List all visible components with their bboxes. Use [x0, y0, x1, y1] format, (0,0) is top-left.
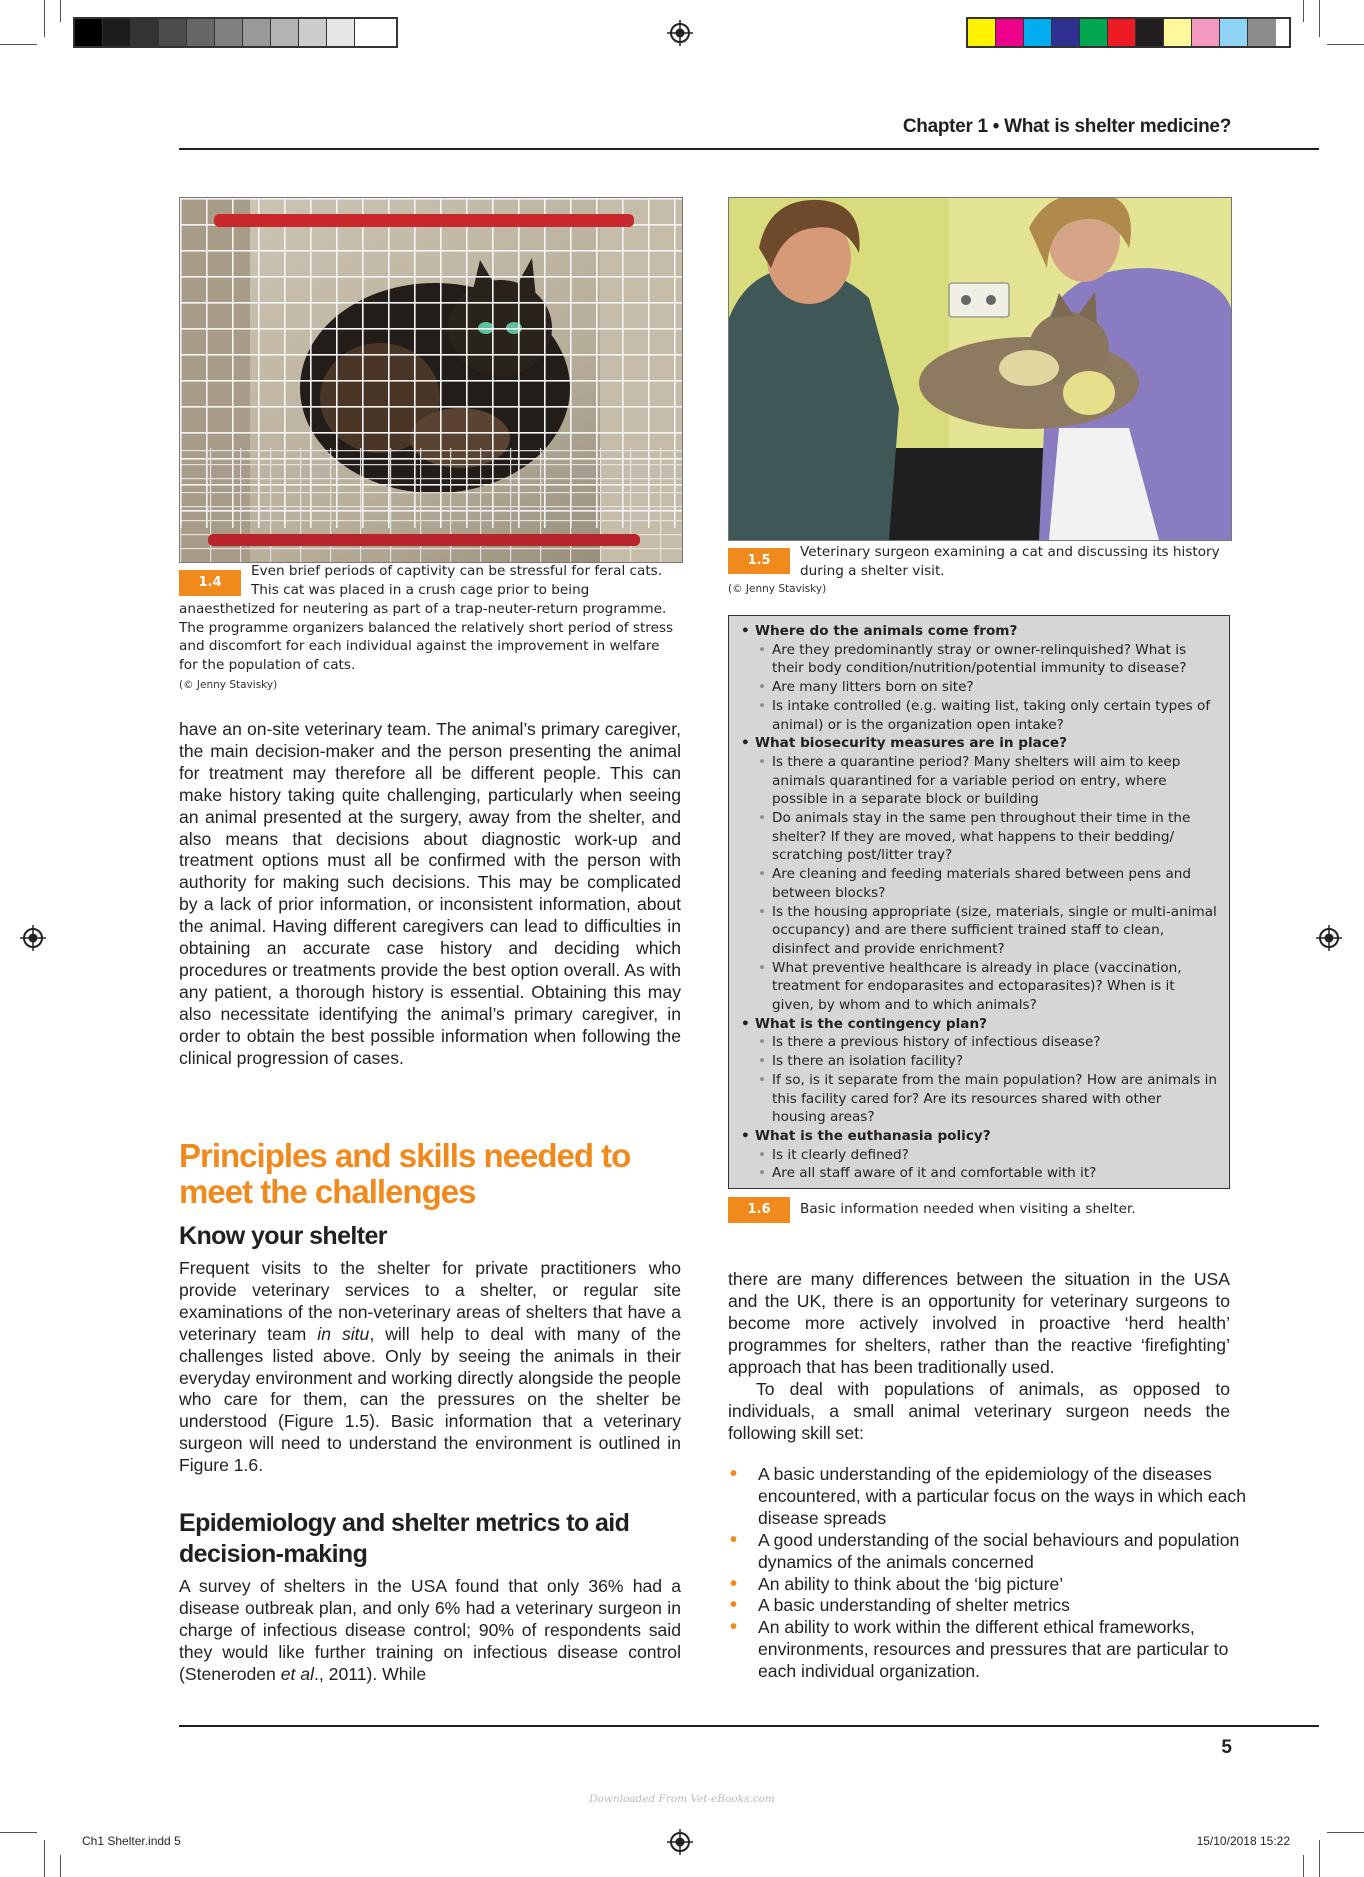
text-run: Frequent visits to the shelter for private practitioners who provide veterinary services to a shelter, or regular site examinations of the non-veterinary areas of shelters that have a veterinary team	[179, 1258, 681, 1344]
question-item: • Is the housing appropriate (size, materials, single or multi-animal occupancy) and are there sufficient trained staff to clean, disinfect and provide enrichment?	[755, 903, 1219, 959]
color-swatch	[1248, 19, 1276, 46]
header-rule	[179, 148, 1319, 150]
color-swatch	[1080, 19, 1108, 46]
cat-in-cage-image	[180, 198, 682, 562]
figure-1-4-photo	[179, 197, 683, 563]
color-swatch	[103, 19, 131, 46]
color-swatch	[1192, 19, 1220, 46]
color-swatch	[131, 19, 159, 46]
text-run: ., 2011). While	[314, 1663, 427, 1684]
slug-timestamp: 15/10/2018 15:22	[1196, 1834, 1290, 1848]
figure-1-5-photo	[728, 197, 1232, 541]
registration-mark-icon	[667, 1829, 693, 1855]
question-item: • Do animals stay in the same pen throughout their time in the shelter? If they are moved, what happens to their bedding/ scratching post/litter tray?	[755, 809, 1219, 865]
color-swatch	[243, 19, 271, 46]
color-swatch	[1136, 19, 1164, 46]
skill-item: • An ability to think about the ‘big picture’	[728, 1574, 1248, 1596]
figure-1-6-info-box	[728, 615, 1230, 1189]
skill-item: • An ability to work within the different ethical frameworks, environments, resources and pressures that are particular to each individual organization.	[728, 1617, 1248, 1683]
question-item: • Are many litters born on site?	[755, 678, 1219, 697]
subheading-know-your-shelter: Know your shelter	[179, 1222, 387, 1250]
footer-rule	[179, 1725, 1319, 1727]
registration-mark-icon	[667, 20, 693, 46]
color-swatch	[1164, 19, 1192, 46]
figure-1-5-number: 1.5	[728, 548, 790, 574]
color-swatch	[75, 19, 103, 46]
question-item: • Is there an isolation facility?	[755, 1052, 1219, 1071]
question-item: • Are they predominantly stray or owner-relinquished? What is their body condition/nutrition/potential immunity to disease?	[755, 641, 1219, 678]
skill-set-list	[728, 1464, 1248, 1683]
subheading-epidemiology: Epidemiology and shelter metrics to aid decision-making	[179, 1509, 630, 1568]
vet-examining-cat-image	[729, 198, 1231, 540]
question-heading: What is the contingency plan?	[755, 1015, 988, 1032]
question-item: • Are all staff aware of it and comfortable with it?	[755, 1164, 1219, 1183]
color-swatch	[355, 19, 383, 46]
skill-item: • A basic understanding of shelter metrics	[728, 1595, 1248, 1617]
color-swatch	[1108, 19, 1136, 46]
text-run-italic: in situ	[317, 1323, 370, 1344]
section-heading: Principles and skills needed to meet the challenges	[179, 1137, 631, 1210]
figure-1-6-caption: Basic information needed when visiting a shelter.	[800, 1201, 1136, 1217]
figure-1-4-caption: Even brief periods of captivity can be stressful for feral cats. This cat was placed in a crush cage prior to being	[251, 563, 663, 598]
page-number: 5	[1221, 1737, 1232, 1758]
question-group	[739, 734, 1219, 1015]
figure-1-4-credit: (© Jenny Stavisky)	[179, 679, 278, 691]
slug-file-name: Ch1 Shelter.indd 5	[82, 1834, 181, 1848]
color-swatch	[271, 19, 299, 46]
question-group	[739, 1015, 1219, 1127]
text-run: A survey of shelters in the USA found that only 36% had a disease outbreak plan, and only 6% had a veterinary surgeon in charge of infectious disease control; 90% of respondents said they would like further training on infectious disease control (Steneroden	[179, 1576, 681, 1684]
process-color-bar	[966, 17, 1291, 48]
text-run: To deal with populations of animals, as opposed to individuals, a small animal veterinary surgeon needs the following skill set:	[728, 1379, 1230, 1443]
question-group	[739, 622, 1219, 734]
question-item: • Is there a previous history of infectious disease?	[755, 1033, 1219, 1052]
question-item: • What preventive healthcare is already in place (vaccination, treatment for endoparasites and ectoparasites)? When is it given, by whom and to which animals?	[755, 959, 1219, 1015]
color-swatch	[1052, 19, 1080, 46]
question-item: • Are cleaning and feeding materials shared between pens and between blocks?	[755, 865, 1219, 902]
question-item: • Is there a quarantine period? Many shelters will aim to keep animals quarantined for a variable period on entry, where possible in a separate block or building	[755, 753, 1219, 809]
body-paragraph: have an on-site veterinary team. The animal’s primary caregiver, the main decision-maker and the person presenting the animal for treatment may therefore all be different people. This can make history taking quite challenging, particularly when seeing an animal presented at the surgery, away from the shelter, and also means that decisions about diagnostic work-up and treatment options must all be confirmed with the person with authority for making such decisions. This may be complicated by a lack of prior information, or inconsistent information, about the animal. Having different caregivers can lead to difficulties in obtaining an accurate case history and deciding which procedures or treatments provide the best option overall. As with any patient, a thorough history is essential. Obtaining this may also necessitate identifying the animal’s primary caregiver, in order to obtain the best possible information when following the clinical progression of cases.	[179, 719, 681, 1068]
body-paragraph-know-your-shelter	[179, 1258, 681, 1477]
text-run-italic: et al	[280, 1663, 314, 1684]
color-swatch	[1024, 19, 1052, 46]
shelter-questions-list	[739, 622, 1219, 1183]
color-swatch	[1220, 19, 1248, 46]
figure-1-4-number: 1.4	[179, 570, 241, 596]
color-swatch	[299, 19, 327, 46]
figure-1-5-caption: Veterinary surgeon examining a cat and discussing its history during a shelter visit.	[800, 544, 1220, 579]
registration-mark-icon	[20, 925, 46, 951]
gray-color-bar	[73, 17, 398, 48]
color-swatch	[996, 19, 1024, 46]
color-swatch	[968, 19, 996, 46]
color-swatch	[215, 19, 243, 46]
body-paragraph-epidemiology	[179, 1576, 681, 1686]
skill-item: • A good understanding of the social behaviours and population dynamics of the animals concerned	[728, 1530, 1248, 1574]
color-swatch	[159, 19, 187, 46]
question-item: • If so, is it separate from the main population? How are animals in this facility cared for? Are its resources shared with other housing areas?	[755, 1071, 1219, 1127]
body-paragraph-right-2	[728, 1379, 1230, 1445]
watermark: Downloaded From Vet-eBooks.com	[589, 1793, 775, 1805]
figure-1-6-number: 1.6	[728, 1197, 790, 1223]
question-heading: What is the euthanasia policy?	[755, 1127, 991, 1144]
registration-mark-icon	[1316, 925, 1342, 951]
figure-1-5-credit: (© Jenny Stavisky)	[728, 583, 827, 595]
question-heading: What biosecurity measures are in place?	[755, 735, 1068, 752]
question-heading: Where do the animals come from?	[755, 623, 1018, 639]
question-item: • Is intake controlled (e.g. waiting list, taking only certain types of animal) or is the organization open intake?	[755, 697, 1219, 734]
question-group	[739, 1127, 1219, 1183]
skill-item: • A basic understanding of the epidemiology of the diseases encountered, with a particular focus on the ways in which each disease spreads	[728, 1464, 1248, 1530]
running-head: Chapter 1 • What is shelter medicine?	[902, 116, 1231, 137]
color-swatch	[327, 19, 355, 46]
color-swatch	[187, 19, 215, 46]
body-paragraph-right-1: there are many differences between the situation in the USA and the UK, there is an opportunity for veterinary surgeons to become more actively involved in proactive ‘herd health’ programmes for shelters, rather than the reactive ‘firefighting’ approach that has been traditionally used.	[728, 1269, 1230, 1377]
figure-1-4-caption-continued: anaesthetized for neutering as part of a trap-neuter-return programme. The programme organizers balanced the relatively short period of stress and discomfort for each individual against the improvement in welfare for the population of cats.	[179, 601, 674, 673]
text-run: , will help to deal with many of the challenges listed above. Only by seeing the animals in their everyday environment and working directly alongside the people who care for them, can the pressures on the shelter be understood (Figure 1.5). Basic information that a veterinary surgeon will need to understand the environment is outlined in Figure 1.6.	[179, 1323, 681, 1476]
question-item: • Is it clearly defined?	[755, 1146, 1219, 1165]
